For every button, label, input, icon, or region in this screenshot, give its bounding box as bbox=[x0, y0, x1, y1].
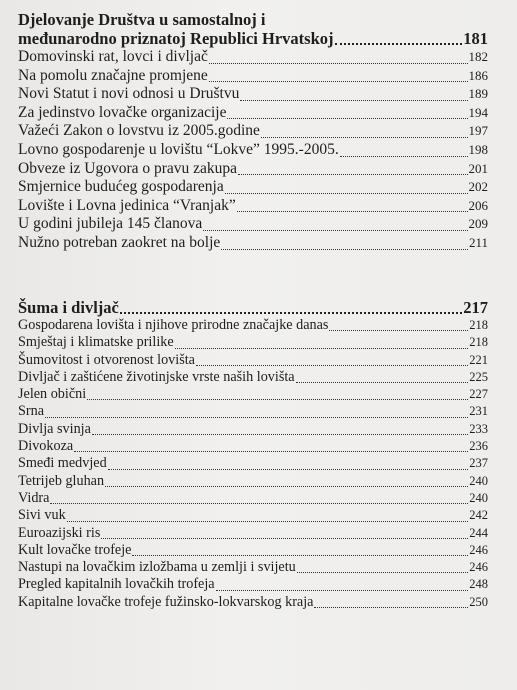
dot-leader bbox=[92, 434, 468, 435]
dot-leader bbox=[296, 382, 469, 383]
toc-entry bbox=[18, 178, 488, 197]
toc-entry-title: Gospodarena lovišta i njihove prirodne značajke danas bbox=[18, 317, 329, 333]
toc-entry-page-number: 236 bbox=[469, 439, 488, 454]
toc-entry-page-number: 242 bbox=[469, 508, 488, 523]
dot-leader bbox=[209, 81, 468, 82]
toc-entry bbox=[18, 438, 488, 455]
toc-entry-page-number: 246 bbox=[469, 542, 488, 557]
dot-leader bbox=[221, 249, 468, 250]
toc-entry-page-number: 189 bbox=[468, 86, 488, 102]
section-heading-line2: međunarodno priznatoj Republici Hrvatskoj bbox=[18, 29, 334, 48]
toc-entry bbox=[18, 85, 488, 104]
toc-entry-list bbox=[18, 48, 488, 253]
toc-entry-page-number: 221 bbox=[469, 352, 488, 367]
toc-entry bbox=[18, 473, 488, 490]
dot-leader bbox=[209, 63, 468, 64]
toc-entry-page-number: 244 bbox=[469, 525, 488, 540]
toc-entry-page-number: 209 bbox=[468, 216, 488, 232]
toc-entry-page-number: 237 bbox=[469, 456, 488, 471]
toc-entry bbox=[18, 67, 488, 86]
toc-entry-page-number: 218 bbox=[469, 318, 488, 332]
toc-entry bbox=[18, 48, 488, 67]
toc-entry-title: U godini jubileja 145 članova bbox=[18, 215, 203, 233]
toc-entry-page-number: 194 bbox=[468, 104, 488, 120]
toc-entry-title: Kult lovačke trofeje bbox=[18, 541, 132, 558]
toc-entry-title: Vidra bbox=[18, 489, 50, 506]
toc-entry-page-number: 246 bbox=[469, 560, 488, 575]
toc-entry-page-number: 186 bbox=[468, 67, 488, 83]
toc-entry-page-number: 250 bbox=[469, 594, 488, 609]
toc-entry bbox=[18, 455, 488, 472]
toc-entry-title: Obveze iz Ugovora o pravu zakupa bbox=[18, 159, 238, 177]
toc-entry bbox=[18, 403, 488, 420]
toc-entry-title: Smještaj i klimatske prilike bbox=[18, 334, 174, 351]
toc-entry bbox=[18, 576, 488, 593]
section-heading bbox=[18, 298, 488, 317]
toc-entry-page-number: 225 bbox=[469, 369, 488, 384]
toc-entry-title: Nastupi na lovačkim izložbama u zemlji i svijetu bbox=[18, 559, 296, 576]
toc-entry-list bbox=[18, 317, 488, 611]
toc-entry bbox=[18, 559, 488, 576]
dot-leader bbox=[87, 399, 468, 400]
toc-entry-title: Nužno potreban zaokret na bolje bbox=[18, 233, 221, 251]
toc-entry-title: Pregled kapitalnih lovačkih trofeja bbox=[18, 576, 215, 593]
toc-entry-title: Jelen obični bbox=[18, 386, 87, 403]
dot-leader bbox=[203, 230, 467, 231]
toc-entry-page-number: 240 bbox=[469, 473, 488, 488]
toc-entry-title: Na pomolu značajne promjene bbox=[18, 66, 208, 84]
toc-entry-page-number: 231 bbox=[469, 404, 488, 419]
dot-leader bbox=[196, 365, 468, 366]
toc-entry bbox=[18, 386, 488, 403]
dot-leader bbox=[108, 469, 469, 470]
section-heading bbox=[18, 10, 488, 48]
dot-leader bbox=[50, 503, 468, 504]
section-page-number: 181 bbox=[463, 29, 488, 48]
dot-leader bbox=[314, 607, 468, 608]
toc-entry-title: Divljač i zaštićene životinjske vrste naših lovišta bbox=[18, 368, 295, 385]
toc-entry-page-number: 211 bbox=[468, 234, 488, 250]
dot-leader bbox=[101, 538, 468, 539]
dot-leader bbox=[225, 193, 468, 194]
dot-leader bbox=[240, 100, 467, 101]
toc-entry bbox=[18, 369, 488, 386]
toc-entry-title: Lovište i Lovna jedinica “Vranjak” bbox=[18, 196, 236, 214]
dot-leader bbox=[105, 486, 468, 487]
toc-entry-page-number: 197 bbox=[468, 123, 488, 139]
toc-entry-title: Domovinski rat, lovci i divljač bbox=[18, 48, 208, 65]
toc-entry bbox=[18, 525, 488, 542]
toc-entry-title: Lovno gospodarenje u lovištu “Lokve” 1995.-2005. bbox=[18, 140, 339, 158]
toc-entry-page-number: 182 bbox=[468, 49, 488, 64]
dot-leader bbox=[67, 521, 469, 522]
dot-leader bbox=[238, 174, 467, 175]
toc-entry-title: Novi Statut i novi odnosi u Društvu bbox=[18, 85, 240, 103]
toc-entry-page-number: 206 bbox=[468, 197, 488, 213]
toc-section-2 bbox=[18, 298, 488, 611]
toc-entry-page-number: 201 bbox=[468, 160, 488, 176]
toc-entry bbox=[18, 352, 488, 369]
toc-entry-title: Divokoza bbox=[18, 438, 74, 455]
toc-entry bbox=[18, 507, 488, 524]
toc-entry-page-number: 227 bbox=[469, 387, 488, 402]
toc-entry bbox=[18, 215, 488, 234]
toc-entry-title: Šumovitost i otvorenost lovišta bbox=[18, 351, 195, 368]
toc-entry bbox=[18, 334, 488, 351]
toc-entry bbox=[18, 421, 488, 438]
toc-entry-page-number: 233 bbox=[469, 421, 488, 436]
toc-entry-title: Za jedinstvo lovačke organizacije bbox=[18, 103, 227, 121]
toc-entry bbox=[18, 104, 488, 123]
toc-entry bbox=[18, 234, 488, 253]
toc-entry-title: Euroazijski ris bbox=[18, 524, 101, 541]
toc-entry-title: Smeđi medvjed bbox=[18, 455, 107, 472]
toc-entry bbox=[18, 141, 488, 160]
toc-entry-title: Divlja svinja bbox=[18, 420, 91, 437]
dot-leader bbox=[227, 118, 467, 119]
section-heading-line2-row bbox=[18, 29, 488, 48]
toc-entry bbox=[18, 197, 488, 216]
toc-entry-title: Srna bbox=[18, 403, 45, 420]
toc-entry-title: Smjernice budućeg gospodarenja bbox=[18, 178, 224, 196]
dot-leader bbox=[175, 348, 469, 349]
dot-leader bbox=[237, 211, 468, 212]
toc-section-1 bbox=[18, 10, 488, 253]
toc-entry bbox=[18, 160, 488, 179]
dot-leader bbox=[216, 590, 469, 591]
dot-leader bbox=[132, 555, 468, 556]
toc-entry-title: Važeći Zakon o lovstvu iz 2005.godine bbox=[18, 122, 260, 140]
toc-entry-title: Kapitalne lovačke trofeje fužinsko-lokvarskog kraja bbox=[18, 593, 314, 610]
toc-entry bbox=[18, 594, 488, 611]
dot-leader bbox=[340, 156, 468, 157]
toc-entry-page-number: 198 bbox=[468, 141, 488, 157]
toc-entry-page-number: 218 bbox=[469, 335, 488, 350]
toc-entry bbox=[18, 542, 488, 559]
toc-entry-page-number: 240 bbox=[469, 490, 488, 505]
dot-leader bbox=[297, 572, 468, 573]
toc-entry bbox=[18, 317, 488, 334]
dot-leader bbox=[74, 451, 468, 452]
dot-leader bbox=[335, 43, 463, 45]
toc-entry bbox=[18, 490, 488, 507]
toc-entry-title: Sivi vuk bbox=[18, 507, 66, 524]
toc-entry-page-number: 202 bbox=[468, 179, 488, 195]
toc-entry-title: Tetrijeb gluhan bbox=[18, 472, 105, 489]
dot-leader bbox=[45, 417, 468, 418]
dot-leader bbox=[120, 312, 462, 314]
toc-entry-page-number: 248 bbox=[469, 577, 488, 592]
dot-leader bbox=[261, 137, 468, 138]
dot-leader bbox=[329, 330, 468, 331]
section-heading-line1: Djelovanje Društva u samostalnoj i bbox=[18, 10, 266, 29]
section-page-number: 217 bbox=[463, 298, 488, 317]
toc-entry bbox=[18, 122, 488, 141]
section-heading-title: Šuma i divljač bbox=[18, 298, 119, 317]
